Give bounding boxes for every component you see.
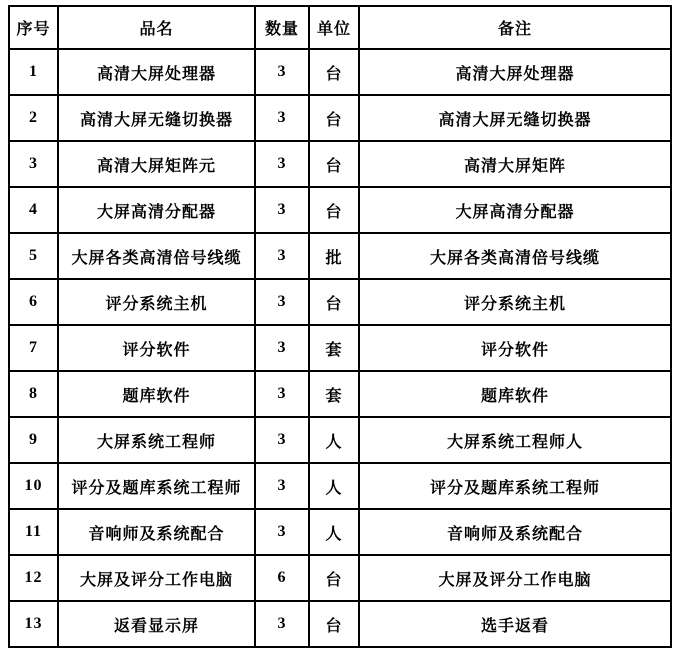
cell-name: 音响师及系统配合	[58, 509, 255, 555]
cell-note: 大屏高清分配器	[359, 187, 671, 233]
table-row	[9, 463, 671, 509]
table-row	[9, 555, 671, 601]
table-row	[9, 601, 671, 647]
cell-name: 大屏系统工程师	[58, 417, 255, 463]
cell-qty: 3	[255, 95, 309, 141]
cell-unit: 套	[309, 371, 359, 417]
col-header-name: 品名	[58, 6, 255, 49]
cell-note: 大屏系统工程师人	[359, 417, 671, 463]
cell-index: 12	[9, 555, 58, 601]
cell-qty: 3	[255, 141, 309, 187]
cell-unit: 台	[309, 279, 359, 325]
cell-index: 2	[9, 95, 58, 141]
cell-index: 13	[9, 601, 58, 647]
cell-name: 高清大屏矩阵元	[58, 141, 255, 187]
cell-index: 9	[9, 417, 58, 463]
cell-note: 音响师及系统配合	[359, 509, 671, 555]
cell-unit: 台	[309, 187, 359, 233]
table-row	[9, 509, 671, 555]
cell-unit: 人	[309, 509, 359, 555]
cell-index: 5	[9, 233, 58, 279]
cell-note: 高清大屏无缝切换器	[359, 95, 671, 141]
cell-qty: 3	[255, 325, 309, 371]
col-header-qty: 数量	[255, 6, 309, 49]
table-row	[9, 95, 671, 141]
table-row	[9, 49, 671, 95]
cell-name: 评分及题库系统工程师	[58, 463, 255, 509]
cell-index: 4	[9, 187, 58, 233]
table-row	[9, 325, 671, 371]
cell-unit: 台	[309, 95, 359, 141]
cell-qty: 3	[255, 463, 309, 509]
cell-note: 大屏及评分工作电脑	[359, 555, 671, 601]
col-header-index: 序号	[9, 6, 58, 49]
cell-qty: 3	[255, 233, 309, 279]
cell-note: 高清大屏矩阵	[359, 141, 671, 187]
cell-qty: 6	[255, 555, 309, 601]
cell-name: 高清大屏处理器	[58, 49, 255, 95]
equipment-table	[8, 5, 672, 648]
cell-unit: 人	[309, 417, 359, 463]
header-row	[9, 6, 671, 49]
cell-note: 评分软件	[359, 325, 671, 371]
cell-qty: 3	[255, 49, 309, 95]
cell-unit: 台	[309, 555, 359, 601]
cell-index: 1	[9, 49, 58, 95]
cell-qty: 3	[255, 417, 309, 463]
cell-unit: 套	[309, 325, 359, 371]
cell-unit: 台	[309, 601, 359, 647]
cell-qty: 3	[255, 371, 309, 417]
cell-index: 10	[9, 463, 58, 509]
cell-name: 大屏高清分配器	[58, 187, 255, 233]
cell-index: 6	[9, 279, 58, 325]
table-body	[9, 49, 671, 647]
cell-note: 选手返看	[359, 601, 671, 647]
cell-name: 评分软件	[58, 325, 255, 371]
table-row	[9, 187, 671, 233]
cell-note: 题库软件	[359, 371, 671, 417]
cell-name: 返看显示屏	[58, 601, 255, 647]
cell-note: 高清大屏处理器	[359, 49, 671, 95]
cell-unit: 台	[309, 49, 359, 95]
cell-name: 评分系统主机	[58, 279, 255, 325]
cell-index: 8	[9, 371, 58, 417]
cell-qty: 3	[255, 509, 309, 555]
cell-name: 大屏各类高清倍号线缆	[58, 233, 255, 279]
cell-index: 3	[9, 141, 58, 187]
cell-qty: 3	[255, 279, 309, 325]
col-header-unit: 单位	[309, 6, 359, 49]
table-row	[9, 371, 671, 417]
table-row	[9, 417, 671, 463]
cell-unit: 台	[309, 141, 359, 187]
cell-name: 高清大屏无缝切换器	[58, 95, 255, 141]
cell-unit: 人	[309, 463, 359, 509]
table-row	[9, 141, 671, 187]
cell-name: 大屏及评分工作电脑	[58, 555, 255, 601]
cell-qty: 3	[255, 601, 309, 647]
table-row	[9, 279, 671, 325]
cell-qty: 3	[255, 187, 309, 233]
cell-name: 题库软件	[58, 371, 255, 417]
cell-unit: 批	[309, 233, 359, 279]
cell-note: 评分系统主机	[359, 279, 671, 325]
cell-note: 大屏各类高清倍号线缆	[359, 233, 671, 279]
cell-index: 7	[9, 325, 58, 371]
cell-index: 11	[9, 509, 58, 555]
cell-note: 评分及题库系统工程师	[359, 463, 671, 509]
table-row	[9, 233, 671, 279]
col-header-note: 备注	[359, 6, 671, 49]
